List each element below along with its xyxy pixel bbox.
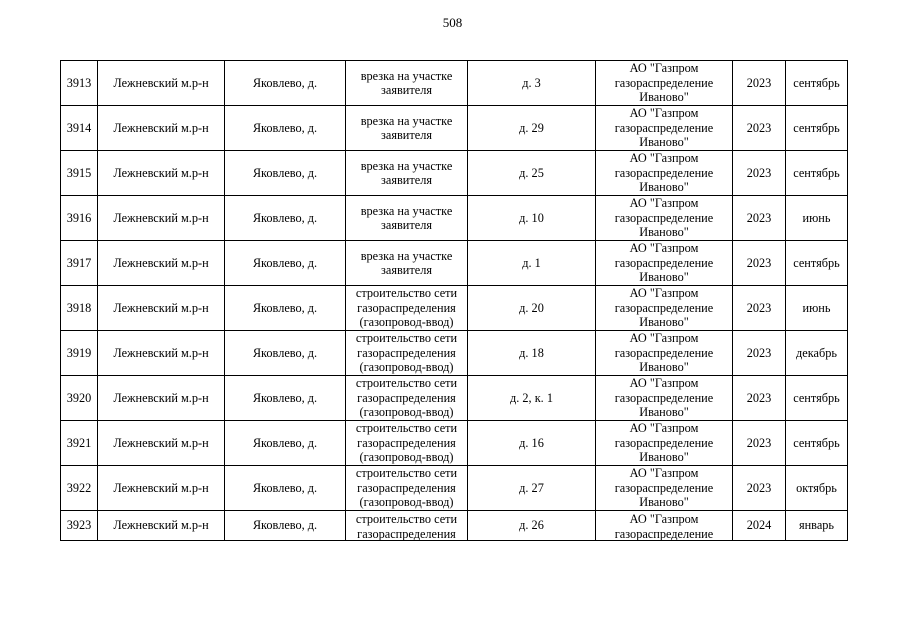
- locality-cell-text: Яковлево, д.: [252, 210, 318, 225]
- year-cell: [733, 511, 786, 541]
- district-cell-text: Лежневский м.р-н: [113, 255, 209, 270]
- organization-cell-line: Иваново": [639, 225, 689, 240]
- house-cell: [468, 421, 596, 466]
- year-cell-text: 2023: [746, 165, 772, 180]
- month-cell-text: июнь: [802, 210, 831, 225]
- locality-cell: [225, 151, 346, 196]
- locality-cell-text: Яковлево, д.: [252, 435, 318, 450]
- locality-cell: [225, 61, 346, 106]
- table-row: [61, 421, 848, 466]
- row-number-text: 3916: [66, 210, 92, 225]
- year-cell: [733, 421, 786, 466]
- work-type-cell: [346, 331, 468, 376]
- row-number: [61, 286, 98, 331]
- month-cell-text: сентябрь: [793, 75, 840, 90]
- work-type-cell-line: строительство сети: [355, 466, 458, 481]
- table-row: [61, 61, 848, 106]
- organization-cell-line: Иваново": [639, 315, 689, 330]
- month-cell: [786, 106, 848, 151]
- work-type-cell-line: заявителя: [381, 128, 432, 142]
- house-cell-text: д. 16: [519, 435, 544, 450]
- row-number-text: 3915: [66, 165, 92, 180]
- organization-cell: [596, 286, 733, 331]
- year-cell-text: 2023: [746, 480, 772, 495]
- year-cell-text: 2024: [746, 518, 772, 533]
- month-cell-text: сентябрь: [793, 120, 840, 135]
- month-cell: [786, 286, 848, 331]
- district-cell-text: Лежневский м.р-н: [113, 518, 209, 533]
- district-cell: [98, 331, 225, 376]
- district-cell-text: Лежневский м.р-н: [113, 120, 209, 135]
- row-number: [61, 511, 98, 541]
- organization-cell-line: АО "Газпром: [629, 151, 699, 166]
- work-type-cell-line: врезка на участке: [360, 113, 453, 128]
- house-cell-text: д. 25: [519, 165, 544, 180]
- organization-cell-line: АО "Газпром: [629, 61, 699, 76]
- organization-cell-line: Иваново": [639, 495, 689, 510]
- work-type-cell-line: заявителя: [381, 263, 432, 277]
- locality-cell: [225, 421, 346, 466]
- table-row: [61, 151, 848, 196]
- locality-cell-text: Яковлево, д.: [252, 300, 318, 315]
- work-type-cell-line: (газопровод-ввод): [359, 495, 454, 510]
- organization-cell-line: газораспределение: [614, 120, 714, 135]
- organization-cell-line: АО "Газпром: [629, 106, 699, 121]
- organization-cell-line: АО "Газпром: [629, 421, 699, 436]
- district-cell-text: Лежневский м.р-н: [113, 435, 209, 450]
- month-cell-text: июнь: [802, 300, 831, 315]
- row-number-text: 3922: [66, 480, 92, 495]
- month-cell: [786, 511, 848, 541]
- district-cell: [98, 466, 225, 511]
- work-type-cell-line: газораспределения: [357, 526, 456, 540]
- house-cell: [468, 376, 596, 421]
- month-cell-text: декабрь: [796, 345, 837, 360]
- year-cell: [733, 196, 786, 241]
- organization-cell-line: АО "Газпром: [629, 286, 699, 301]
- work-type-cell-line: газораспределения: [357, 345, 456, 360]
- locality-cell: [225, 376, 346, 421]
- organization-cell-line: газораспределение: [614, 526, 714, 540]
- locality-cell: [225, 241, 346, 286]
- row-number-text: 3913: [66, 75, 92, 90]
- district-cell-text: Лежневский м.р-н: [113, 75, 209, 90]
- row-number: [61, 331, 98, 376]
- work-type-cell-line: газораспределения: [357, 435, 456, 450]
- house-cell-text: д. 29: [519, 120, 544, 135]
- work-type-cell-line: (газопровод-ввод): [359, 405, 454, 420]
- organization-cell-line: газораспределение: [614, 435, 714, 450]
- house-cell: [468, 511, 596, 541]
- district-cell: [98, 286, 225, 331]
- house-cell: [468, 286, 596, 331]
- year-cell-text: 2023: [746, 435, 772, 450]
- work-type-cell-line: строительство сети: [355, 376, 458, 391]
- locality-cell-text: Яковлево, д.: [252, 480, 318, 495]
- district-cell: [98, 196, 225, 241]
- month-cell-text: сентябрь: [793, 390, 840, 405]
- work-type-cell-line: врезка на участке: [360, 203, 453, 218]
- table-row: [61, 106, 848, 151]
- month-cell: [786, 331, 848, 376]
- locality-cell-text: Яковлево, д.: [252, 165, 318, 180]
- month-cell-text: сентябрь: [793, 255, 840, 270]
- organization-cell-line: Иваново": [639, 450, 689, 465]
- page-number: 508: [442, 15, 463, 30]
- locality-cell-text: Яковлево, д.: [252, 75, 318, 90]
- row-number-text: 3920: [66, 390, 92, 405]
- locality-cell-text: Яковлево, д.: [252, 518, 318, 533]
- work-type-cell-line: газораспределения: [357, 390, 456, 405]
- organization-cell-line: Иваново": [639, 180, 689, 195]
- locality-cell-text: Яковлево, д.: [252, 345, 318, 360]
- year-cell-text: 2023: [746, 120, 772, 135]
- year-cell: [733, 376, 786, 421]
- table-row: [61, 466, 848, 511]
- work-type-cell-line: газораспределения: [357, 480, 456, 495]
- organization-cell-line: газораспределение: [614, 345, 714, 360]
- row-number-text: 3923: [66, 518, 92, 533]
- organization-cell-line: газораспределение: [614, 480, 714, 495]
- work-type-cell-line: заявителя: [381, 218, 432, 232]
- work-type-cell-line: строительство сети: [355, 331, 458, 346]
- row-number: [61, 61, 98, 106]
- organization-cell-line: АО "Газпром: [629, 376, 699, 391]
- work-type-cell: [346, 196, 468, 241]
- district-cell-text: Лежневский м.р-н: [113, 390, 209, 405]
- locality-cell-text: Яковлево, д.: [252, 120, 318, 135]
- month-cell: [786, 466, 848, 511]
- district-cell-text: Лежневский м.р-н: [113, 210, 209, 225]
- organization-cell-line: газораспределение: [614, 75, 714, 90]
- work-type-cell-line: строительство сети: [355, 286, 458, 301]
- district-cell: [98, 511, 225, 541]
- organization-cell-line: газораспределение: [614, 255, 714, 270]
- gasification-table: [60, 60, 848, 541]
- organization-cell-line: Иваново": [639, 405, 689, 420]
- district-cell: [98, 376, 225, 421]
- year-cell-text: 2023: [746, 345, 772, 360]
- work-type-cell-line: заявителя: [381, 173, 432, 187]
- district-cell-text: Лежневский м.р-н: [113, 300, 209, 315]
- district-cell: [98, 61, 225, 106]
- district-cell: [98, 151, 225, 196]
- work-type-cell: [346, 61, 468, 106]
- organization-cell-line: газораспределение: [614, 210, 714, 225]
- organization-cell-line: газораспределение: [614, 165, 714, 180]
- locality-cell-text: Яковлево, д.: [252, 255, 318, 270]
- year-cell: [733, 151, 786, 196]
- organization-cell-line: газораспределение: [614, 390, 714, 405]
- organization-cell-line: Иваново": [639, 360, 689, 375]
- table-row: [61, 286, 848, 331]
- work-type-cell: [346, 421, 468, 466]
- house-cell-text: д. 20: [519, 300, 544, 315]
- locality-cell: [225, 196, 346, 241]
- table-row: [61, 331, 848, 376]
- house-cell: [468, 151, 596, 196]
- house-cell-text: д. 26: [519, 518, 544, 533]
- row-number: [61, 196, 98, 241]
- organization-cell-line: Иваново": [639, 90, 689, 105]
- row-number: [61, 241, 98, 286]
- organization-cell-line: газораспределение: [614, 300, 714, 315]
- locality-cell: [225, 511, 346, 541]
- row-number: [61, 466, 98, 511]
- work-type-cell: [346, 286, 468, 331]
- month-cell-text: сентябрь: [793, 165, 840, 180]
- organization-cell: [596, 151, 733, 196]
- year-cell-text: 2023: [746, 210, 772, 225]
- table-row: [61, 196, 848, 241]
- month-cell-text: октябрь: [796, 480, 837, 495]
- row-number-text: 3917: [66, 255, 92, 270]
- year-cell-text: 2023: [746, 255, 772, 270]
- house-cell-text: д. 10: [519, 210, 544, 225]
- table-row: [61, 511, 848, 541]
- district-cell-text: Лежневский м.р-н: [113, 480, 209, 495]
- month-cell: [786, 376, 848, 421]
- house-cell-text: д. 3: [522, 75, 541, 90]
- locality-cell: [225, 331, 346, 376]
- month-cell-text: сентябрь: [793, 435, 840, 450]
- house-cell: [468, 466, 596, 511]
- work-type-cell-line: врезка на участке: [360, 248, 453, 263]
- work-type-cell-line: (газопровод-ввод): [359, 360, 454, 375]
- organization-cell-line: АО "Газпром: [629, 241, 699, 256]
- work-type-cell: [346, 106, 468, 151]
- work-type-cell-line: врезка на участке: [360, 68, 453, 83]
- table-row: [61, 376, 848, 421]
- house-cell: [468, 196, 596, 241]
- work-type-cell-line: (газопровод-ввод): [359, 315, 454, 330]
- organization-cell: [596, 511, 733, 541]
- month-cell-text: январь: [798, 518, 835, 533]
- year-cell: [733, 331, 786, 376]
- locality-cell: [225, 466, 346, 511]
- year-cell: [733, 106, 786, 151]
- row-number-text: 3914: [66, 120, 92, 135]
- organization-cell: [596, 421, 733, 466]
- house-cell: [468, 331, 596, 376]
- month-cell: [786, 421, 848, 466]
- table-body: [61, 61, 848, 541]
- organization-cell: [596, 331, 733, 376]
- work-type-cell: [346, 466, 468, 511]
- year-cell-text: 2023: [746, 390, 772, 405]
- house-cell-text: д. 27: [519, 480, 544, 495]
- work-type-cell-line: газораспределения: [357, 300, 456, 315]
- month-cell: [786, 241, 848, 286]
- table-row: [61, 241, 848, 286]
- district-cell-text: Лежневский м.р-н: [113, 165, 209, 180]
- district-cell: [98, 241, 225, 286]
- row-number: [61, 421, 98, 466]
- district-cell: [98, 421, 225, 466]
- row-number-text: 3918: [66, 300, 92, 315]
- work-type-cell-line: (газопровод-ввод): [359, 450, 454, 465]
- work-type-cell: [346, 511, 468, 541]
- organization-cell-line: АО "Газпром: [629, 466, 699, 481]
- work-type-cell-line: строительство сети: [355, 421, 458, 436]
- organization-cell: [596, 106, 733, 151]
- row-number-text: 3921: [66, 435, 92, 450]
- house-cell: [468, 61, 596, 106]
- work-type-cell: [346, 151, 468, 196]
- row-number: [61, 106, 98, 151]
- organization-cell: [596, 196, 733, 241]
- year-cell: [733, 241, 786, 286]
- house-cell-text: д. 1: [522, 255, 541, 270]
- organization-cell: [596, 241, 733, 286]
- organization-cell: [596, 376, 733, 421]
- work-type-cell: [346, 376, 468, 421]
- month-cell: [786, 61, 848, 106]
- organization-cell-line: АО "Газпром: [629, 331, 699, 346]
- month-cell: [786, 196, 848, 241]
- row-number: [61, 376, 98, 421]
- locality-cell: [225, 106, 346, 151]
- house-cell-text: д. 18: [519, 345, 544, 360]
- row-number: [61, 151, 98, 196]
- year-cell: [733, 61, 786, 106]
- house-cell: [468, 241, 596, 286]
- organization-cell-line: Иваново": [639, 270, 689, 285]
- row-number-text: 3919: [66, 345, 92, 360]
- house-cell-text: д. 2, к. 1: [510, 390, 553, 405]
- year-cell: [733, 286, 786, 331]
- district-cell-text: Лежневский м.р-н: [113, 345, 209, 360]
- year-cell-text: 2023: [746, 300, 772, 315]
- organization-cell: [596, 466, 733, 511]
- district-cell: [98, 106, 225, 151]
- year-cell-text: 2023: [746, 75, 772, 90]
- organization-cell-line: АО "Газпром: [629, 512, 699, 526]
- month-cell: [786, 151, 848, 196]
- work-type-cell-line: врезка на участке: [360, 158, 453, 173]
- organization-cell: [596, 61, 733, 106]
- locality-cell: [225, 286, 346, 331]
- work-type-cell-line: заявителя: [381, 83, 432, 97]
- work-type-cell: [346, 241, 468, 286]
- locality-cell-text: Яковлево, д.: [252, 390, 318, 405]
- house-cell: [468, 106, 596, 151]
- organization-cell-line: АО "Газпром: [629, 196, 699, 211]
- year-cell: [733, 466, 786, 511]
- work-type-cell-line: строительство сети: [355, 512, 458, 526]
- organization-cell-line: Иваново": [639, 135, 689, 150]
